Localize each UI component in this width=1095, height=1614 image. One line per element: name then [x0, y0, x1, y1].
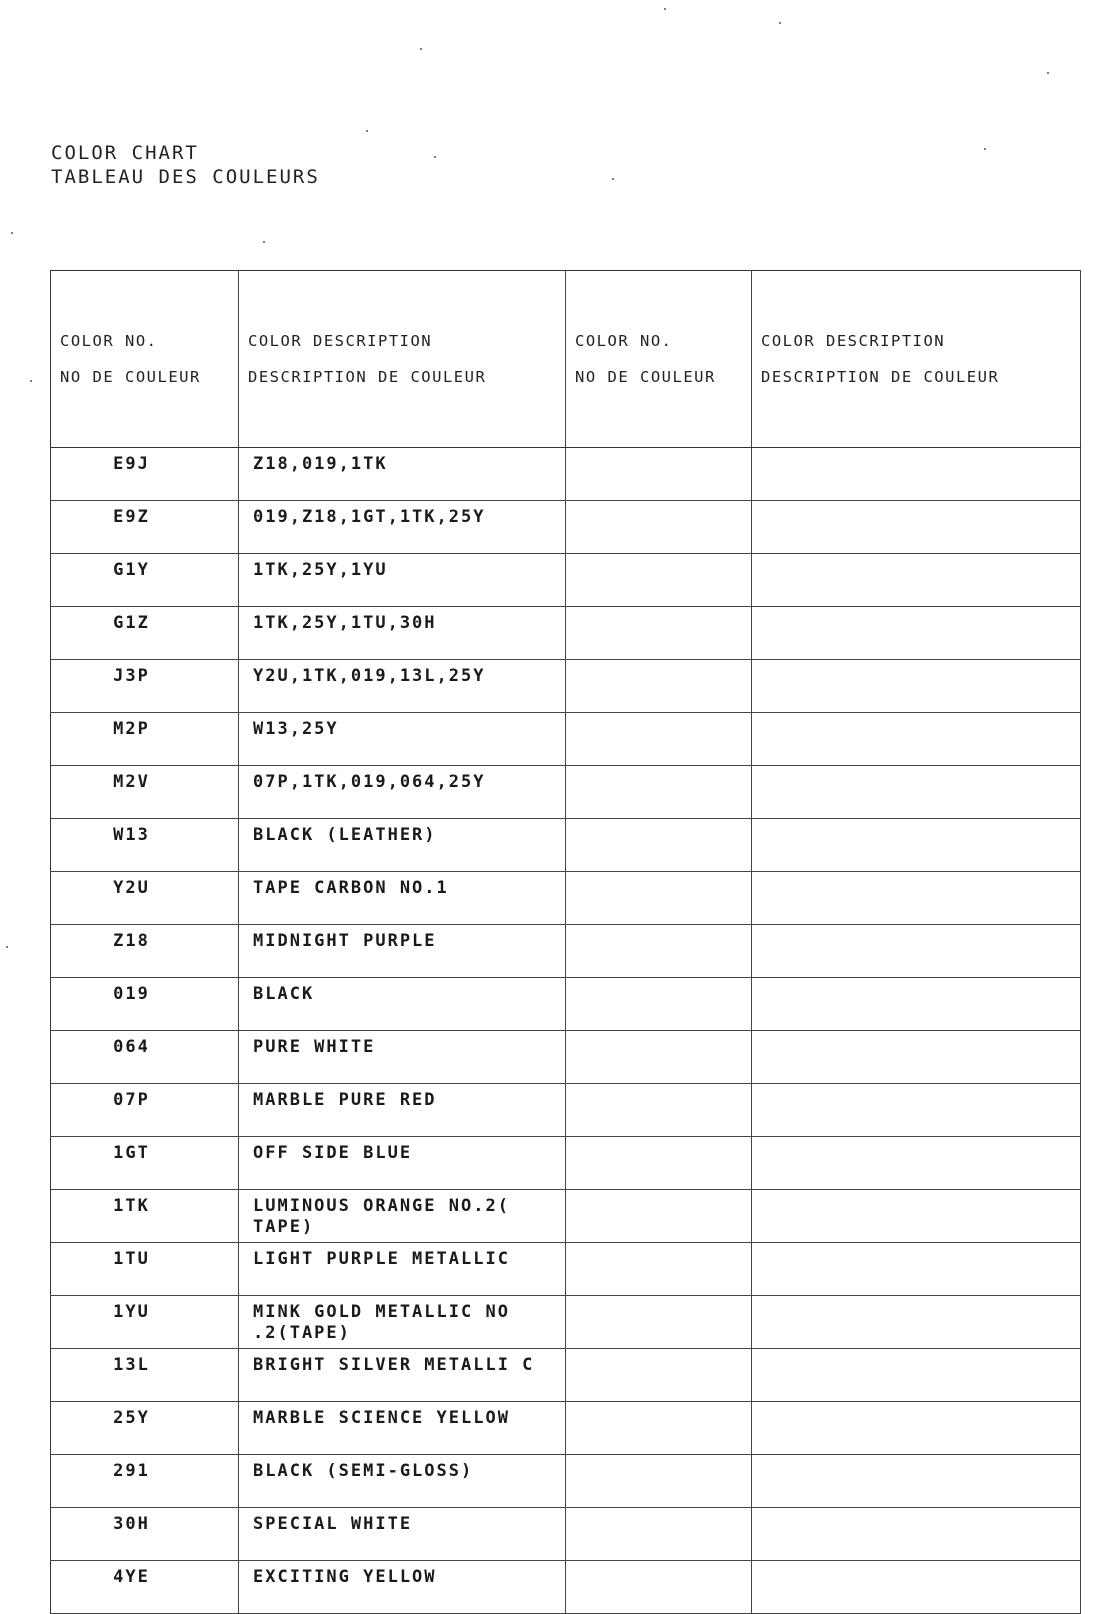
table-row	[51, 1508, 1081, 1561]
scan-speck	[612, 178, 614, 180]
empty-color-description-cell	[752, 448, 1081, 501]
empty-color-description-cell	[752, 1508, 1081, 1561]
empty-color-description-cell	[752, 1243, 1081, 1296]
title-french: TABLEAU DES COULEURS	[51, 166, 320, 188]
table-row	[51, 1296, 1081, 1349]
table-header-row	[51, 271, 1081, 448]
table-row	[51, 554, 1081, 607]
color-number-cell: Y2U	[51, 872, 239, 925]
table-row	[51, 1190, 1081, 1243]
color-number-cell: 1GT	[51, 1137, 239, 1190]
table-row	[51, 607, 1081, 660]
color-description-cell: PURE WHITE	[239, 1031, 566, 1084]
color-description-cell: EXCITING YELLOW	[239, 1561, 566, 1614]
table-row	[51, 1402, 1081, 1455]
table-row	[51, 1349, 1081, 1402]
header-color-no-left	[51, 271, 239, 448]
table-row	[51, 1031, 1081, 1084]
table-row	[51, 1561, 1081, 1614]
title-english: COLOR CHART	[51, 142, 199, 164]
empty-color-description-cell	[752, 978, 1081, 1031]
empty-color-description-cell	[752, 501, 1081, 554]
empty-color-description-cell	[752, 713, 1081, 766]
color-number-cell: 291	[51, 1455, 239, 1508]
header-label-fr: NO DE COULEUR	[60, 368, 201, 386]
header-label-en: COLOR NO.	[60, 332, 158, 350]
color-description-cell: OFF SIDE BLUE	[239, 1137, 566, 1190]
color-number-cell: E9J	[51, 448, 239, 501]
color-number-cell: Z18	[51, 925, 239, 978]
empty-color-description-cell	[752, 872, 1081, 925]
empty-color-number-cell	[566, 1243, 752, 1296]
color-number-cell: 019	[51, 978, 239, 1031]
empty-color-description-cell	[752, 1084, 1081, 1137]
empty-color-description-cell	[752, 1561, 1081, 1614]
table-row	[51, 1084, 1081, 1137]
table-row	[51, 1137, 1081, 1190]
color-description-cell: 1TK,25Y,1YU	[239, 554, 566, 607]
table-row	[51, 448, 1081, 501]
table-row	[51, 978, 1081, 1031]
scan-speck	[11, 232, 13, 234]
color-number-cell: E9Z	[51, 501, 239, 554]
color-number-cell: M2V	[51, 766, 239, 819]
empty-color-number-cell	[566, 1402, 752, 1455]
color-description-cell: MINK GOLD METALLIC NO .2(TAPE)	[239, 1296, 566, 1349]
scan-speck	[420, 48, 422, 50]
header-label-fr: DESCRIPTION DE COULEUR	[761, 368, 1000, 386]
color-description-cell: 019,Z18,1GT,1TK,25Y	[239, 501, 566, 554]
document-title	[51, 141, 320, 189]
color-description-cell: Y2U,1TK,019,13L,25Y	[239, 660, 566, 713]
empty-color-number-cell	[566, 501, 752, 554]
color-number-cell: 13L	[51, 1349, 239, 1402]
empty-color-description-cell	[752, 1349, 1081, 1402]
empty-color-number-cell	[566, 607, 752, 660]
empty-color-description-cell	[752, 660, 1081, 713]
color-number-cell: 064	[51, 1031, 239, 1084]
empty-color-description-cell	[752, 1190, 1081, 1243]
empty-color-description-cell	[752, 554, 1081, 607]
color-description-cell: BRIGHT SILVER METALLI C	[239, 1349, 566, 1402]
table-row	[51, 925, 1081, 978]
empty-color-number-cell	[566, 448, 752, 501]
empty-color-description-cell	[752, 819, 1081, 872]
empty-color-number-cell	[566, 1031, 752, 1084]
header-color-no-right	[566, 271, 752, 448]
empty-color-number-cell	[566, 1349, 752, 1402]
scan-speck	[434, 156, 436, 158]
empty-color-description-cell	[752, 1137, 1081, 1190]
color-number-cell: 4YE	[51, 1561, 239, 1614]
color-number-cell: J3P	[51, 660, 239, 713]
empty-color-number-cell	[566, 1561, 752, 1614]
empty-color-number-cell	[566, 1084, 752, 1137]
color-number-cell: W13	[51, 819, 239, 872]
color-description-cell: MIDNIGHT PURPLE	[239, 925, 566, 978]
scan-speck	[366, 130, 368, 132]
color-number-cell: 1TK	[51, 1190, 239, 1243]
color-chart-table	[50, 270, 1081, 1614]
table-row	[51, 819, 1081, 872]
scan-speck	[6, 946, 8, 948]
color-number-cell: 1TU	[51, 1243, 239, 1296]
empty-color-number-cell	[566, 1296, 752, 1349]
header-label-en: COLOR DESCRIPTION	[761, 332, 946, 350]
color-description-cell: TAPE CARBON NO.1	[239, 872, 566, 925]
table-row	[51, 501, 1081, 554]
color-number-cell: G1Y	[51, 554, 239, 607]
empty-color-number-cell	[566, 660, 752, 713]
header-color-description-right	[752, 271, 1081, 448]
empty-color-number-cell	[566, 1190, 752, 1243]
table-row	[51, 660, 1081, 713]
color-number-cell: 30H	[51, 1508, 239, 1561]
empty-color-description-cell	[752, 1031, 1081, 1084]
color-number-cell: 07P	[51, 1084, 239, 1137]
color-description-cell: BLACK (SEMI-GLOSS)	[239, 1455, 566, 1508]
empty-color-description-cell	[752, 607, 1081, 660]
color-number-cell: M2P	[51, 713, 239, 766]
color-number-cell: G1Z	[51, 607, 239, 660]
empty-color-description-cell	[752, 925, 1081, 978]
color-number-cell: 25Y	[51, 1402, 239, 1455]
header-color-description-left	[239, 271, 566, 448]
empty-color-description-cell	[752, 1296, 1081, 1349]
scan-speck	[984, 148, 986, 150]
header-label-en: COLOR DESCRIPTION	[248, 332, 433, 350]
empty-color-description-cell	[752, 1402, 1081, 1455]
scan-speck	[263, 241, 265, 243]
color-description-cell: 1TK,25Y,1TU,30H	[239, 607, 566, 660]
header-label-en: COLOR NO.	[575, 332, 673, 350]
header-label-fr: NO DE COULEUR	[575, 368, 716, 386]
table-row	[51, 1243, 1081, 1296]
table-row	[51, 713, 1081, 766]
empty-color-description-cell	[752, 766, 1081, 819]
header-label-fr: DESCRIPTION DE COULEUR	[248, 368, 487, 386]
empty-color-number-cell	[566, 978, 752, 1031]
empty-color-number-cell	[566, 1137, 752, 1190]
scan-speck	[779, 22, 781, 24]
empty-color-number-cell	[566, 925, 752, 978]
empty-color-number-cell	[566, 713, 752, 766]
color-description-cell: LUMINOUS ORANGE NO.2( TAPE)	[239, 1190, 566, 1243]
color-number-cell: 1YU	[51, 1296, 239, 1349]
color-description-cell: LIGHT PURPLE METALLIC	[239, 1243, 566, 1296]
color-description-cell: 07P,1TK,019,064,25Y	[239, 766, 566, 819]
table-row	[51, 872, 1081, 925]
empty-color-number-cell	[566, 1508, 752, 1561]
color-description-cell: SPECIAL WHITE	[239, 1508, 566, 1561]
empty-color-number-cell	[566, 819, 752, 872]
color-description-cell: MARBLE SCIENCE YELLOW	[239, 1402, 566, 1455]
color-description-cell: BLACK	[239, 978, 566, 1031]
color-description-cell: BLACK (LEATHER)	[239, 819, 566, 872]
empty-color-number-cell	[566, 872, 752, 925]
table-row	[51, 766, 1081, 819]
color-description-cell: MARBLE PURE RED	[239, 1084, 566, 1137]
color-description-cell: W13,25Y	[239, 713, 566, 766]
color-description-cell: Z18,019,1TK	[239, 448, 566, 501]
empty-color-number-cell	[566, 766, 752, 819]
scan-speck	[1047, 72, 1049, 74]
empty-color-number-cell	[566, 554, 752, 607]
scan-speck	[30, 380, 32, 382]
scan-speck	[664, 8, 666, 10]
